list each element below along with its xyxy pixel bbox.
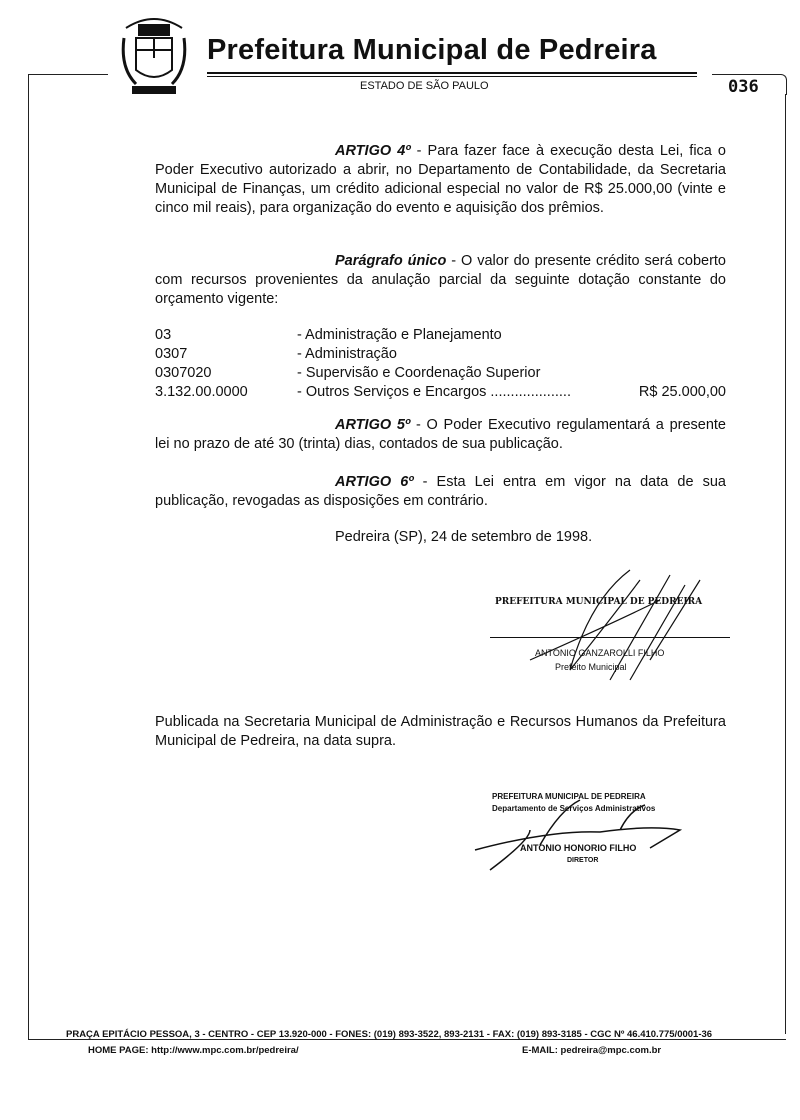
allocation-code: 03 <box>155 327 172 343</box>
article-label: ARTIGO 6º <box>335 474 414 490</box>
table-row <box>155 346 726 365</box>
publication-note: Publicada na Secretaria Municipal de Administração e Recursos Humanos da Prefeitura Municipal de Pedreira, na data supra. <box>155 714 726 749</box>
allocation-description: - Outros Serviços e Encargos .................... <box>297 384 571 400</box>
signer-name: ANTONIO GANZAROLLI FILHO <box>535 648 665 658</box>
budget-allocation-table <box>155 327 726 403</box>
signer-role: Prefeito Municipal <box>555 662 627 672</box>
allocation-description: - Administração <box>297 346 397 362</box>
handwritten-signature <box>470 560 750 690</box>
article-text: - O Poder Executivo regulamentará a presente lei no prazo de até 30 (trinta) dias, contados de sua publicação. <box>155 417 726 452</box>
handwritten-signature <box>470 770 730 880</box>
article-5 <box>155 416 726 454</box>
allocation-code: 0307 <box>155 346 188 362</box>
table-row <box>155 384 726 403</box>
footer-address: PRAÇA EPITÁCIO PESSOA, 3 - CENTRO - CEP 13.920-000 - FONES: (019) 893-3522, 893-2131 - FAX: (019) 893-3185 - CGC Nº 46.410.775/0001-36 <box>66 1029 713 1040</box>
article-4 <box>155 142 726 218</box>
allocation-value <box>623 346 726 365</box>
signer-role: DIRETOR <box>567 857 599 864</box>
table-row <box>155 365 726 384</box>
allocation-value <box>623 365 726 384</box>
allocation-value <box>623 327 726 346</box>
paragraph-label: Parágrafo único <box>335 253 447 269</box>
signer-name: ANTONIO HONORIO FILHO <box>520 843 637 853</box>
signature-block-director <box>470 770 730 880</box>
allocation-description: - Administração e Planejamento <box>297 327 502 343</box>
footer-email: E-MAIL: pedreira@mpc.com.br <box>522 1045 662 1056</box>
page-number: 036 <box>728 77 759 97</box>
allocation-description: - Supervisão e Coordenação Superior <box>297 365 541 381</box>
signature-stamp: PREFEITURA MUNICIPAL DE PEDREIRA <box>492 792 646 801</box>
footer-homepage: HOME PAGE: http://www.mpc.com.br/pedreira/ <box>88 1045 299 1056</box>
paragraph-unico <box>155 252 726 309</box>
article-6 <box>155 473 726 511</box>
allocation-value: R$ 25.000,00 <box>638 384 726 400</box>
state-subtitle: ESTADO DE SÃO PAULO <box>360 80 489 92</box>
signature-stamp: PREFEITURA MUNICIPAL DE PEDREIRA <box>495 597 703 607</box>
table-row <box>155 327 726 346</box>
date-line: Pedreira (SP), 24 de setembro de 1998. <box>335 529 593 545</box>
paragraph-text: - O valor do presente crédito será coberto com recursos provenientes da anulação parcial da seguinte dotação constante do orçamento vigente: <box>155 253 726 307</box>
page-title: Prefeitura Municipal de Pedreira <box>207 34 657 66</box>
municipal-crest-logo <box>118 8 190 100</box>
article-text: - Esta Lei entra em vigor na data de sua publicação, revogadas as disposições em contrário. <box>155 474 726 509</box>
frame-border <box>28 74 786 1040</box>
frame-border <box>785 94 786 1034</box>
allocation-code: 0307020 <box>155 365 212 381</box>
article-label: ARTIGO 4º <box>335 143 411 159</box>
article-label: ARTIGO 5º <box>335 417 411 433</box>
department-stamp: Departamento de Serviços Administrativos <box>492 804 656 813</box>
allocation-code: 3.132.00.0000 <box>155 384 248 400</box>
signature-block-mayor <box>470 560 750 690</box>
title-underline <box>207 72 697 74</box>
article-text: - Para fazer face à execução desta Lei, fica o Poder Executivo autorizado a abrir, no Departamento de Contabilidade, da Secretaria Municipal de Finanças, um crédito adicional especial no valor de R$ 25.000,00 (vinte e cinco mil reais), para organização do evento e aquisição dos prêmios. <box>155 143 727 216</box>
title-underline <box>207 76 697 77</box>
